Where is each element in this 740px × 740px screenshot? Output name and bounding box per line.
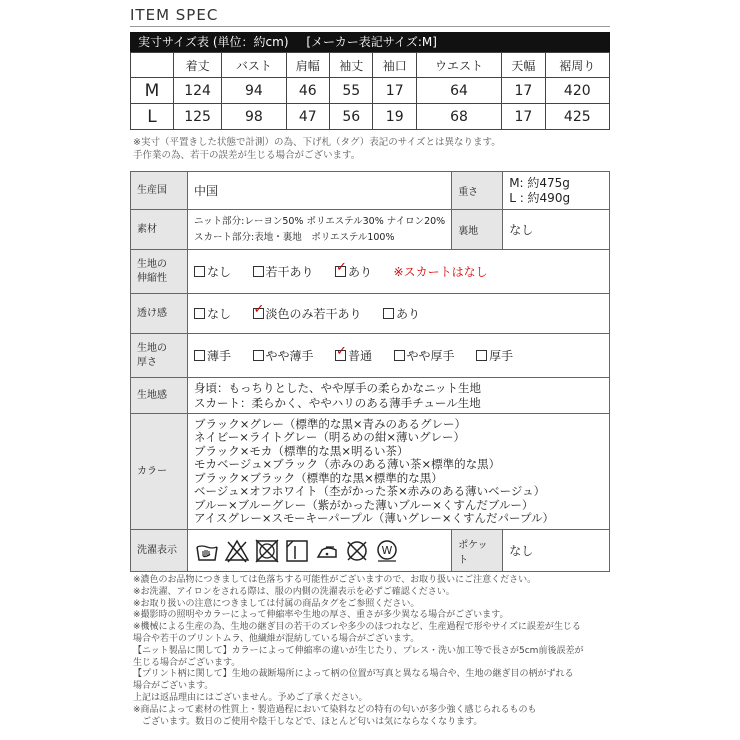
thickness-label-line: 生地の xyxy=(137,342,167,354)
checkbox-icon xyxy=(476,350,487,361)
option-label: 厚手 xyxy=(489,349,514,363)
option-label: あり xyxy=(396,307,421,321)
sheer-label: 透け感 xyxy=(131,294,188,334)
size-table-caption: 実寸サイズ表 (単位：約cm) xyxy=(138,35,289,49)
sheer-option-light-only xyxy=(253,305,362,322)
lining-value: なし xyxy=(503,210,610,250)
spec-row-fabric xyxy=(131,378,610,414)
fabric-line: 身頃：もっちりとした、やや厚手の柔らかなニット生地 xyxy=(194,380,482,395)
size-note xyxy=(133,136,613,162)
material-line: ニット部分:レーヨン50% ポリエステル30% ナイロン20% xyxy=(194,215,446,227)
note-line: 【プリント柄に関して】生地の裁断場所によって柄の位置が写真と異なる場合や、生地の継ぎ目の柄がずれる xyxy=(133,669,574,680)
option-label: あり xyxy=(348,265,373,279)
size-cell: 425 xyxy=(545,104,609,130)
color-item: モカベージュ×ブラック（赤みのある薄い茶×標準的な黒） xyxy=(194,457,501,471)
note-line: ※お取り扱いの注意につきましては付属の商品タグをご参照ください。 xyxy=(133,598,420,609)
size-cell: 17 xyxy=(502,78,545,104)
thickness-option-thick xyxy=(476,347,513,364)
no-tumble-dry-icon xyxy=(254,538,280,564)
note-line: ございます。数日のご使用や陰干しなどで、ほとんど匂いは気にならなくなります。 xyxy=(133,716,483,727)
stretch-option-slight xyxy=(253,263,314,280)
checked-checkbox-icon xyxy=(335,266,346,277)
thickness-option-thin xyxy=(194,347,231,364)
line-dry-shade-icon xyxy=(284,538,310,564)
checked-checkbox-icon xyxy=(335,350,346,361)
table-row xyxy=(131,104,610,130)
checkbox-icon xyxy=(194,266,205,277)
checked-checkbox-icon xyxy=(253,308,264,319)
spec-row-stretch xyxy=(131,250,610,294)
lining-label: 裏地 xyxy=(452,210,503,250)
spec-row-material xyxy=(131,210,610,250)
column-header: 肩幅 xyxy=(286,53,329,78)
note-line: ※機械による生産の為、生地の継ぎ目の若干のズレや多少のほつれなど、生産過程で形やサイズに誤差が生じる xyxy=(133,622,581,633)
checkbox-icon xyxy=(194,308,205,319)
column-header: 袖丈 xyxy=(330,53,373,78)
column-header: 着丈 xyxy=(174,53,222,78)
wash-label: 洗濯表示 xyxy=(131,530,188,572)
material-line: スカート部分:表地・裏地 ポリエステル100% xyxy=(194,231,395,243)
fabric-label: 生地感 xyxy=(131,378,188,414)
size-corner-cell xyxy=(131,53,174,78)
column-header: バスト xyxy=(222,53,286,78)
option-label: 薄手 xyxy=(207,349,232,363)
thickness-option-slightly-thin xyxy=(253,347,314,364)
option-label: 淡色のみ若干あり xyxy=(265,307,362,321)
color-item: アイスグレー×スモーキーパープル（薄いグレー×くすんだパープル） xyxy=(194,511,555,525)
checkbox-icon xyxy=(383,308,394,319)
maker-size-caption: [メーカー表記サイズ:M] xyxy=(306,35,437,49)
note-line: 生じる場合がございます。 xyxy=(133,657,241,668)
size-cell: 17 xyxy=(502,104,545,130)
thickness-option-slightly-thick xyxy=(394,347,455,364)
color-item: ベージュ×オフホワイト（杢がかった茶×赤みのある薄いベージュ） xyxy=(194,484,546,498)
no-dry-clean-icon xyxy=(344,538,370,564)
checkbox-icon xyxy=(253,350,264,361)
material-label: 素材 xyxy=(131,210,188,250)
weight-label: 重さ xyxy=(452,172,503,210)
size-cell: 68 xyxy=(416,104,501,130)
wet-clean-icon xyxy=(374,538,400,564)
note-line: 場合や若干のプリントムラ、他繊維が混紡している場合がございます。 xyxy=(133,633,420,644)
size-cell: 55 xyxy=(330,78,373,104)
note-line: ※お洗濯、アイロンをされる際は、服の内側の洗濯表示を必ずご確認ください。 xyxy=(133,586,455,597)
spec-row-thickness xyxy=(131,334,610,378)
stretch-option-yes xyxy=(335,263,372,280)
color-item: ブルー×ブルーグレー（紫がかった薄いブルー×くすんだブルー） xyxy=(194,497,534,512)
no-bleach-icon xyxy=(224,538,250,564)
size-note-line: 手作業の為、若干の誤差が生じる場合がございます。 xyxy=(133,150,361,161)
size-cell: 56 xyxy=(330,104,373,130)
size-cell: 47 xyxy=(286,104,329,130)
size-cell: 94 xyxy=(222,78,286,104)
table-row xyxy=(131,78,610,104)
note-line: 場合がございます。 xyxy=(133,681,214,692)
spec-row-sheer xyxy=(131,294,610,334)
note-line: 上記は返品理由にはございません。予めご了承ください。 xyxy=(133,692,368,703)
spec-row-wash xyxy=(131,530,610,572)
size-cell: 125 xyxy=(174,104,222,130)
note-line: ※濃色のお品物につきましては色落ちする可能性がございますので、お取り扱いにご注意ください。 xyxy=(133,575,537,585)
option-label: なし xyxy=(207,307,232,321)
notes xyxy=(133,575,613,728)
thickness-option-normal xyxy=(335,347,372,364)
checkbox-icon xyxy=(194,350,205,361)
note-line: ※撮影時の照明やカラーによって伸縮率や生地の厚さ、重さが多少異なる場合がございます。 xyxy=(133,610,509,621)
size-note-line: ※実寸（平置きした状態で計測）の為、下げ札（タグ）表記のサイズとは異なります。 xyxy=(133,137,501,148)
origin-value: 中国 xyxy=(188,172,452,210)
thickness-label-line: 厚さ xyxy=(137,356,157,368)
note-line: 【ニット製品に関して】カラーによって伸縮率の違いが生じたり、プレス・洗い加工等で長さが5cm前後誤差が xyxy=(133,645,584,656)
size-cell: 46 xyxy=(286,78,329,104)
size-cell: 420 xyxy=(545,78,609,104)
column-header: 天幅 xyxy=(502,53,545,78)
color-label: カラー xyxy=(131,414,188,530)
color-item: ブラック×グレー（標準的な黒×青みのあるグレー） xyxy=(194,416,467,431)
spec-row-color xyxy=(131,414,610,530)
stretch-label-line: 生地の xyxy=(137,258,167,270)
iron-low-icon xyxy=(314,538,340,564)
color-item: ネイビー×ライトグレー（明るめの紺×薄いグレー） xyxy=(194,430,466,444)
option-label: やや厚手 xyxy=(406,349,455,363)
checkbox-icon xyxy=(253,266,264,277)
option-label: 若干あり xyxy=(265,265,314,279)
column-header: ウエスト xyxy=(416,53,501,78)
column-header: 袖口 xyxy=(373,53,416,78)
size-cell: 98 xyxy=(222,104,286,130)
size-label: M xyxy=(131,78,174,104)
note-line: ※商品によって素材の性質上・製造過程において染料などの特有の匂いが多少強く感じられるものも xyxy=(133,704,537,715)
size-table-header-row xyxy=(131,53,610,78)
sheer-option-yes xyxy=(383,305,420,322)
option-label: やや薄手 xyxy=(265,349,314,363)
hand-wash-icon xyxy=(194,538,220,564)
stretch-option-none xyxy=(194,263,231,280)
sheer-option-none xyxy=(194,305,231,322)
size-cell: 17 xyxy=(373,78,416,104)
svg-text:W: W xyxy=(381,543,393,557)
size-cell: 64 xyxy=(416,78,501,104)
spec-table xyxy=(130,171,610,572)
option-label: なし xyxy=(207,265,232,279)
size-table xyxy=(130,52,610,130)
title-divider xyxy=(130,26,610,27)
pocket-label: ポケット xyxy=(452,530,503,572)
weight-line: L : 約490g xyxy=(509,190,571,205)
pocket-value: なし xyxy=(503,530,610,572)
option-label: 普通 xyxy=(348,349,373,363)
column-header: 裾周り xyxy=(545,53,609,78)
care-icons xyxy=(194,538,445,564)
size-cell: 124 xyxy=(174,78,222,104)
fabric-line: スカート：柔らかく、ややハリのある薄手チュール生地 xyxy=(194,395,481,410)
checkbox-icon xyxy=(394,350,405,361)
size-cell: 19 xyxy=(373,104,416,130)
stretch-note: ※スカートはなし xyxy=(393,265,488,279)
page-title: ITEM SPEC xyxy=(130,6,219,24)
color-item: ブラック×ブラック（標準的な黒×標準的な黒） xyxy=(194,470,443,485)
origin-label: 生産国 xyxy=(131,172,188,210)
size-table-header-bar xyxy=(130,32,610,52)
stretch-label-line: 伸縮性 xyxy=(137,272,167,284)
weight-line: M: 約475g xyxy=(509,175,570,190)
spec-row-origin xyxy=(131,172,610,210)
size-label: L xyxy=(131,104,174,130)
color-item: ブラック×モカ（標準的な黒×明るい茶） xyxy=(194,443,409,458)
